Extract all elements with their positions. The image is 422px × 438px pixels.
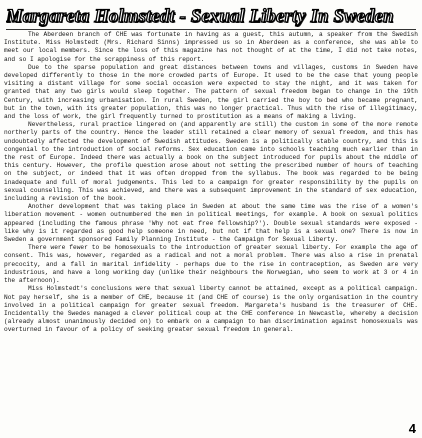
page-number: 4: [408, 421, 416, 436]
article-paragraph: There were fewer to be homosexuals to the introduction of greater sexual liberty. For example the age of consent. This was, however, regarded as a radical and not a moral problem. There was also a rise in prenatal precocity, and a fall in marital infidelity - perhaps due to the rise in contraception, as Sweden are very industrious, and have a long working day (unlike their neighbours the Norwegian, who seem to work at 3 or 4 in the afternoon).: [4, 244, 418, 285]
headline-rule: [6, 29, 416, 30]
article-paragraph: Another development that was taking place in Sweden at about the same time was the rise of a women's liberation movement - women outnumbered the men in political meetings, for example. A book on sexual politics appeared (including the famous phrase 'Why not eat free fellowship?'). Double sexual standards were exposed - like why is it regarded as good help someone in need, but not if that help is a sexual one? There is now in Sweden a government sponsored Family Planning Institute - the Campaign for Sexual Liberty.: [4, 203, 418, 244]
article-paragraph: Nevertheless, rural practice lingered on (and apparently are still) the custom in some of the more remote northerly parts of the country. Hence the leader still retained a clear memory of sexual freedom, and this has undoubtedly affected the development of Swedish attitudes. Sweden is a politically stable country, and this is congenial to the introduction of social reforms. Sex education came into schools teaching much earlier than in the rest of Europe. Indeed there was actually a book on the subject introduced for pupils about the middle of this century. However, the profile question arose about not setting the prescribed number of hours of teaching on the subject, or indeed that it was often dropped from the syllabus. The book was regarded to be being inadequate and full of moral judgements. This led to a campaign for greater responsibility by the pupils on sexual counselling. This was achieved, and there was a subsequent improvement in the standard of sex education, including a revision of the book.: [4, 121, 418, 203]
article-body: [4, 31, 418, 417]
article-headline: Margareta Holmstedt - Sexual Liberty In Sweden: [6, 6, 394, 27]
article-paragraph: Due to the sparse population and great distances between towns and villages, customs in Sweden have developed differently to those in the more crowded parts of Europe. It used to be the case that young people visiting a distant village for some social occasion were expected to stay the night, and it was taken for granted that any two girls would sleep together. The pattern of sexual freedom began to change in the 19th Century, with increasing urbanisation. In rural Sweden, the girl carried the boy to bed who became pregnant, but in the town, with its greater population, this was no longer practical. Thus with the rise of illegitimacy, and the loss of work, the girl frequently turned to prostitution as a means of making a living.: [4, 63, 418, 121]
article-paragraph: Miss Holmstedt's conclusions were that sexual liberty cannot be attained, except as a political campaign. Not pay herself, she is a member of CHE, because it (and CHE of course) is the only organisation in the country involved in a political campaign for greater sexual freedom. Margareta's husband is the treasurer of CHE. Incidentally the Swedes managed a clever political coup at the CHE conference in Newcastle, whereby a decision (already almost unanimously decided on) to embark on a campaign to ban discrimination against homosexuals was overturned in favour of a policy of seeking greater sexual freedom in general.: [4, 285, 418, 334]
article-paragraph: The Aberdeen branch of CHE was fortunate in having as a guest, this autumn, a speaker from the Swedish Institute. Miss Holmstedt (Mrs. Richard Sinns) impressed us so in Aberdeen as a conference, she was able to meet our local members. Since the loss of this magazine has not thought of at the time, I did not take notes, and so I apologise for the scrappiness of this report.: [4, 31, 418, 63]
